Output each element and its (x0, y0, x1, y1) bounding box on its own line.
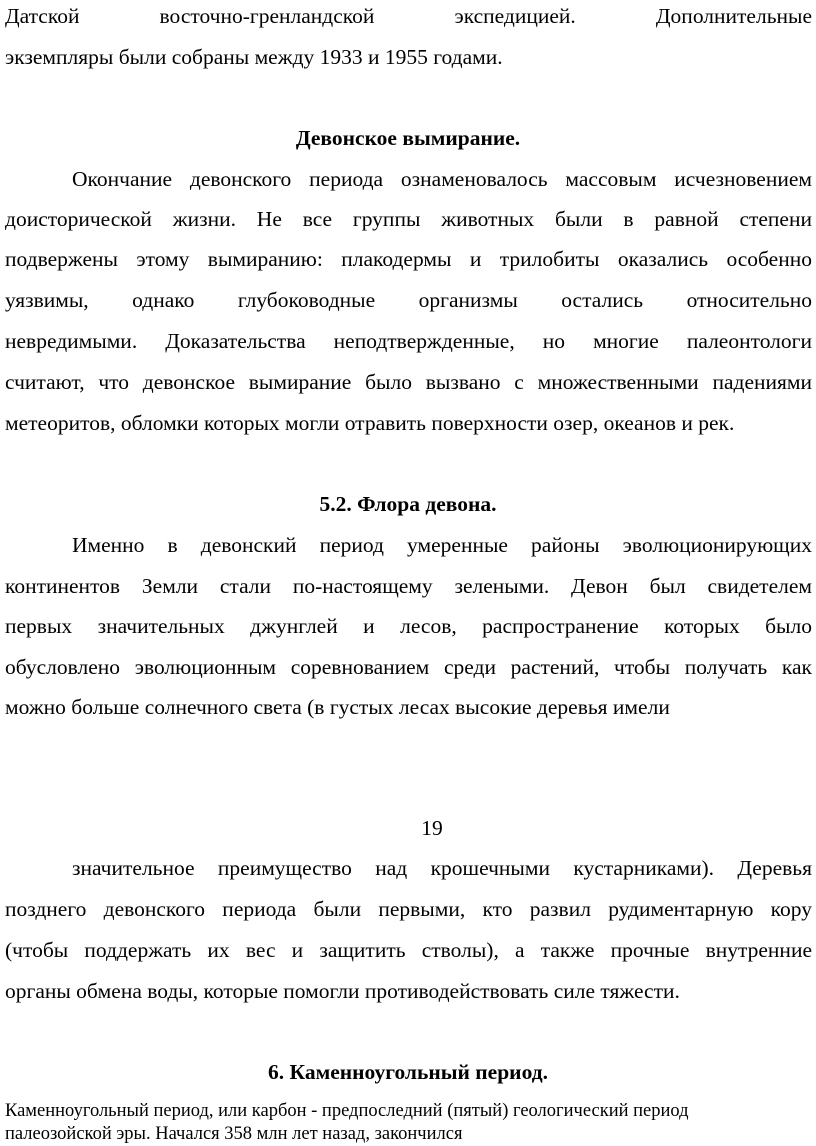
intro-line-2: экземпляры были собраны между 1933 и 1955 годами. (5, 45, 503, 69)
extinction-line-1: Окончание девонского периода ознаменовалось массовым исчезновением (72, 167, 812, 191)
extinction-line-2: доисторической жизни. Не все группы животных были в равной степени (5, 207, 812, 231)
intro-line-1: Датской восточно-гренландской экспедицией. Дополнительные (5, 4, 812, 28)
flora-line-4: обусловлено эволюционным соревнованием среди растений, чтобы получать как (5, 655, 812, 679)
continuation-line-4: органы обмена воды, которые помогли противодействовать силе тяжести. (5, 979, 680, 1003)
heading-devonian-extinction: Девонское вымирание. (295, 126, 521, 150)
carboniferous-line-1: Каменноугольный период, или карбон - предпоследний (пятый) геологический период (5, 1101, 689, 1121)
flora-line-3: первых значительных джунглей и лесов, распространение которых было (5, 614, 812, 638)
extinction-line-3: подвержены этому вымиранию: плакодермы и трилобиты оказались особенно (5, 247, 812, 271)
flora-line-2: континентов Земли стали по-настоящему зелеными. Девон был свидетелем (5, 574, 812, 598)
continuation-line-3: (чтобы поддержать их вес и защитить стволы), а также прочные внутренние (5, 938, 812, 962)
extinction-line-6: считают, что девонское вымирание было вызвано с множественными падениями (5, 370, 812, 394)
extinction-line-7: метеоритов, обломки которых могли отравить поверхности озер, океанов и рек. (5, 411, 735, 435)
carboniferous-line-2: палеозойской эры. Начался 358 млн лет назад, закончился (5, 1124, 463, 1144)
page-number: 19 (421, 816, 443, 840)
continuation-line-2: позднего девонского периода были первыми, кто развил рудиментарную кору (5, 897, 812, 921)
extinction-line-5: невредимыми. Доказательства неподтвержденные, но многие палеонтологи (5, 329, 812, 353)
heading-flora: 5.2. Флора девона. (319, 492, 497, 516)
flora-line-1: Именно в девонский период умеренные районы эволюционирующих (72, 533, 812, 557)
continuation-line-1: значительное преимущество над крошечными кустарниками). Деревья (72, 856, 812, 880)
extinction-line-4: уязвимы, однако глубоководные организмы остались относительно (5, 288, 812, 312)
flora-line-5: можно больше солнечного света (в густых лесах высокие деревья имели (5, 695, 670, 719)
heading-carboniferous: 6. Каменноугольный период. (268, 1060, 548, 1084)
